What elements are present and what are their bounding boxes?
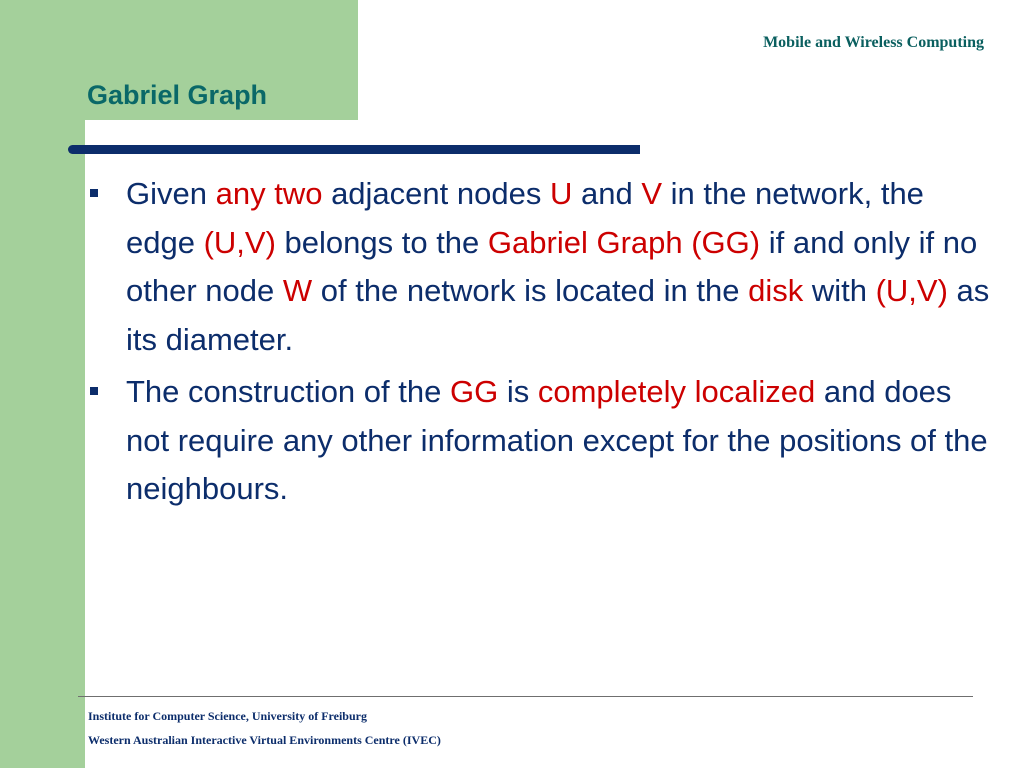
footer-divider <box>78 696 973 697</box>
highlight-term: Gabriel Graph (GG) <box>487 224 761 260</box>
footer-ivec: Western Australian Interactive Virtual Environments Centre (IVEC) <box>88 733 441 747</box>
highlight-term: W <box>282 273 313 308</box>
highlight-term: V <box>641 176 662 211</box>
title-underline-bar <box>68 145 640 154</box>
highlight-term: GG <box>449 374 499 409</box>
square-bullet-icon <box>90 189 98 197</box>
bullet-item-2 <box>88 368 993 514</box>
highlight-term: (U,V) <box>875 273 948 308</box>
slide-title: Gabriel Graph <box>87 80 268 110</box>
highlight-term: (U,V) <box>203 224 276 260</box>
highlight-term: U <box>549 176 573 211</box>
bullet-text-2: The construction of the GG is completely localized and does not require any other information except for the positions of the neighbours. <box>126 374 988 506</box>
course-title: Mobile and Wireless Computing <box>763 34 984 51</box>
square-bullet-icon <box>90 387 98 395</box>
bullet-item-1 <box>88 170 993 364</box>
highlight-term: any two <box>215 176 323 211</box>
footer-institute: Institute for Computer Science, University of Freiburg <box>88 709 367 723</box>
bullet-list <box>88 170 993 518</box>
bullet-text-1: Given any two adjacent nodes U and V in the network, the edge (U,V) belongs to the Gabriel Graph (GG) if and only if no other node W of the network is located in the disk with (U,V) as its diameter. <box>126 176 990 357</box>
highlight-term: disk <box>748 273 804 308</box>
left-accent-band <box>0 0 85 768</box>
highlight-term: completely localized <box>537 374 816 409</box>
